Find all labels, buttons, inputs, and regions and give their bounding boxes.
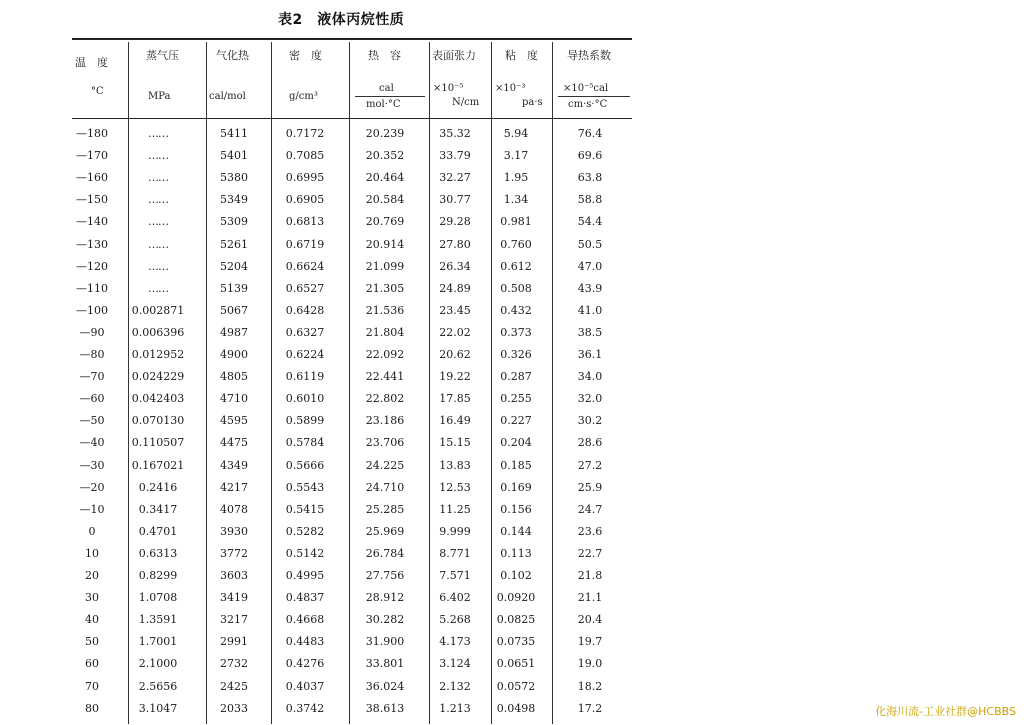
header-temp: 温 度 xyxy=(75,56,108,69)
cell-temp: 70 xyxy=(85,679,99,693)
cell-surface-tension: 4.173 xyxy=(439,635,471,649)
cell-conductivity: 19.7 xyxy=(577,635,603,649)
cell-temp: —30 xyxy=(79,458,105,472)
cell-viscosity: 0.373 xyxy=(500,325,532,339)
cell-conductivity: 18.2 xyxy=(577,679,603,693)
cell-viscosity: 0.326 xyxy=(500,348,532,361)
cell-vapor-pressure: …… xyxy=(148,237,168,251)
cell-vaporization-heat: 3217 xyxy=(220,613,248,627)
cell-temp: —100 xyxy=(76,303,108,317)
cell-density: 0.5142 xyxy=(285,546,325,560)
cell-conductivity: 27.2 xyxy=(577,458,603,472)
cell-density: 0.3742 xyxy=(285,701,325,715)
cell-surface-tension: 11.25 xyxy=(439,502,471,516)
cell-viscosity: 0.432 xyxy=(500,303,532,317)
cell-temp: —50 xyxy=(79,414,105,428)
cell-vaporization-heat: 4078 xyxy=(220,502,248,516)
cell-viscosity: 0.113 xyxy=(500,546,532,560)
cell-vaporization-heat: 4217 xyxy=(220,480,248,494)
unit-conductivity-top: ×10⁻⁵cal xyxy=(563,83,609,94)
cell-density: 0.5415 xyxy=(285,502,325,516)
header-rule xyxy=(72,118,632,119)
unit-vaporization-heat: cal/mol xyxy=(209,91,246,102)
cell-vapor-pressure: 2.5656 xyxy=(138,679,178,693)
cell-heat-capacity: 20.239 xyxy=(365,127,405,140)
cell-vaporization-heat: 5139 xyxy=(220,281,248,295)
cell-vapor-pressure: 0.012952 xyxy=(131,348,185,361)
cell-density: 0.6224 xyxy=(285,348,325,361)
header-thermal-conductivity: 导热系数 xyxy=(567,49,611,62)
cell-surface-tension: 8.771 xyxy=(439,546,471,560)
cell-vaporization-heat: 3603 xyxy=(220,569,248,582)
cell-density: 0.7085 xyxy=(285,149,325,163)
cell-density: 0.6813 xyxy=(285,215,325,229)
cell-vapor-pressure: 0.070130 xyxy=(131,414,185,428)
cell-conductivity: 41.0 xyxy=(577,303,603,317)
cell-vaporization-heat: 5204 xyxy=(220,259,248,273)
cell-viscosity: 1.95 xyxy=(503,171,529,185)
cell-heat-capacity: 28.912 xyxy=(365,591,405,605)
cell-density: 0.6119 xyxy=(285,370,325,384)
top-rule xyxy=(72,38,632,40)
cell-conductivity: 19.0 xyxy=(577,657,603,671)
cell-temp: —40 xyxy=(79,436,105,450)
cell-conductivity: 21.1 xyxy=(577,591,603,605)
unit-conductivity-bar xyxy=(558,96,630,97)
cell-surface-tension: 9.999 xyxy=(439,524,471,538)
cell-vapor-pressure: 0.042403 xyxy=(131,392,185,406)
cell-conductivity: 43.9 xyxy=(577,281,603,295)
cell-viscosity: 0.0498 xyxy=(496,701,536,715)
cell-temp: —20 xyxy=(79,480,105,494)
cell-conductivity: 54.4 xyxy=(577,215,603,229)
cell-viscosity: 0.204 xyxy=(500,436,532,450)
cell-surface-tension: 20.62 xyxy=(439,348,471,361)
cell-surface-tension: 7.571 xyxy=(439,569,471,582)
cell-viscosity: 5.94 xyxy=(503,127,529,140)
cell-vapor-pressure: 0.110507 xyxy=(131,436,185,450)
cell-density: 0.6428 xyxy=(285,303,325,317)
cell-temp: 30 xyxy=(85,591,99,605)
cell-viscosity: 0.102 xyxy=(500,569,532,582)
header-heat-capacity: 热 容 xyxy=(368,49,401,62)
cell-vaporization-heat: 5261 xyxy=(220,237,248,251)
cell-viscosity: 0.0651 xyxy=(496,657,536,671)
cell-vaporization-heat: 4595 xyxy=(220,414,248,428)
cell-density: 0.4037 xyxy=(285,679,325,693)
cell-density: 0.4276 xyxy=(285,657,325,671)
cell-viscosity: 0.0825 xyxy=(496,613,536,627)
unit-viscosity-top: ×10⁻³ xyxy=(495,83,526,94)
cell-vapor-pressure: 0.167021 xyxy=(131,458,185,472)
cell-surface-tension: 16.49 xyxy=(439,414,471,428)
cell-conductivity: 22.7 xyxy=(577,546,603,560)
cell-temp: 50 xyxy=(85,635,99,649)
cell-density: 0.6010 xyxy=(285,392,325,406)
cell-density: 0.5784 xyxy=(285,436,325,450)
cell-viscosity: 0.0735 xyxy=(496,635,536,649)
cell-temp: —70 xyxy=(79,370,105,384)
cell-heat-capacity: 24.710 xyxy=(365,480,405,494)
cell-vaporization-heat: 2425 xyxy=(220,679,248,693)
cell-surface-tension: 6.402 xyxy=(439,591,471,605)
cell-vapor-pressure: …… xyxy=(148,193,168,207)
watermark: 化海川流-工业社群@HCBBS xyxy=(875,705,1016,718)
cell-density: 0.6327 xyxy=(285,325,325,339)
cell-heat-capacity: 31.900 xyxy=(365,635,405,649)
cell-surface-tension: 2.132 xyxy=(439,679,471,693)
cell-density: 0.4837 xyxy=(285,591,325,605)
cell-vaporization-heat: 4710 xyxy=(220,392,248,406)
cell-heat-capacity: 30.282 xyxy=(365,613,405,627)
cell-temp: —170 xyxy=(76,149,108,163)
cell-density: 0.6905 xyxy=(285,193,325,207)
cell-vaporization-heat: 5067 xyxy=(220,303,248,317)
cell-density: 0.6527 xyxy=(285,281,325,295)
cell-density: 0.6624 xyxy=(285,259,325,273)
cell-temp: —120 xyxy=(76,259,108,273)
cell-heat-capacity: 20.464 xyxy=(365,171,405,185)
cell-heat-capacity: 21.099 xyxy=(365,259,405,273)
cell-surface-tension: 22.02 xyxy=(439,325,471,339)
cell-viscosity: 3.17 xyxy=(503,149,529,163)
cell-viscosity: 0.255 xyxy=(500,392,532,406)
header-vapor-pressure: 蒸气压 xyxy=(146,49,179,62)
cell-vaporization-heat: 4987 xyxy=(220,325,248,339)
cell-viscosity: 0.185 xyxy=(500,458,532,472)
cell-vaporization-heat: 3930 xyxy=(220,524,248,538)
cell-heat-capacity: 20.584 xyxy=(365,193,405,207)
cell-surface-tension: 5.268 xyxy=(439,613,471,627)
cell-conductivity: 21.8 xyxy=(577,569,603,582)
cell-surface-tension: 33.79 xyxy=(439,149,471,163)
unit-heat-capacity-bottom: mol·°C xyxy=(366,99,401,110)
cell-viscosity: 0.0572 xyxy=(496,679,536,693)
cell-temp: 80 xyxy=(85,701,99,715)
cell-vapor-pressure: 0.2416 xyxy=(138,480,178,494)
cell-vaporization-heat: 4349 xyxy=(220,458,248,472)
cell-heat-capacity: 21.804 xyxy=(365,325,405,339)
cell-conductivity: 58.8 xyxy=(577,193,603,207)
cell-density: 0.4995 xyxy=(285,569,325,582)
unit-vapor-pressure: MPa xyxy=(148,91,171,102)
cell-vapor-pressure: …… xyxy=(148,149,168,163)
cell-viscosity: 0.981 xyxy=(500,215,532,229)
cell-conductivity: 38.5 xyxy=(577,325,603,339)
header-density: 密 度 xyxy=(289,49,322,62)
cell-temp: 40 xyxy=(85,613,99,627)
cell-heat-capacity: 36.024 xyxy=(365,679,405,693)
cell-vapor-pressure: …… xyxy=(148,127,168,140)
cell-vaporization-heat: 5411 xyxy=(220,127,248,140)
cell-surface-tension: 13.83 xyxy=(439,458,471,472)
cell-vapor-pressure: 0.002871 xyxy=(131,303,185,317)
cell-heat-capacity: 21.536 xyxy=(365,303,405,317)
cell-conductivity: 20.4 xyxy=(577,613,603,627)
cell-conductivity: 23.6 xyxy=(577,524,603,538)
cell-vaporization-heat: 2732 xyxy=(220,657,248,671)
cell-heat-capacity: 33.801 xyxy=(365,657,405,671)
cell-conductivity: 50.5 xyxy=(577,237,603,251)
cell-surface-tension: 17.85 xyxy=(439,392,471,406)
cell-conductivity: 34.0 xyxy=(577,370,603,384)
cell-vaporization-heat: 5401 xyxy=(220,149,248,163)
cell-viscosity: 0.287 xyxy=(500,370,532,384)
table-title: 表2 液体丙烷性质 xyxy=(278,12,405,28)
cell-heat-capacity: 27.756 xyxy=(365,569,405,582)
cell-vapor-pressure: 3.1047 xyxy=(138,701,178,715)
cell-heat-capacity: 21.305 xyxy=(365,281,405,295)
cell-conductivity: 28.6 xyxy=(577,436,603,450)
cell-conductivity: 63.8 xyxy=(577,171,603,185)
cell-temp: 10 xyxy=(85,546,99,560)
cell-surface-tension: 29.28 xyxy=(439,215,471,229)
cell-surface-tension: 32.27 xyxy=(439,171,471,185)
unit-surface-tension-top: ×10⁻⁵ xyxy=(433,83,464,94)
cell-vapor-pressure: 1.3591 xyxy=(138,613,178,627)
unit-heat-capacity-bar xyxy=(355,96,425,97)
unit-surface-tension-bottom: N/cm xyxy=(452,97,480,108)
cell-viscosity: 0.508 xyxy=(500,281,532,295)
cell-vapor-pressure: 2.1000 xyxy=(138,657,178,671)
cell-conductivity: 36.1 xyxy=(577,348,603,361)
cell-temp: 20 xyxy=(85,569,99,582)
cell-heat-capacity: 23.706 xyxy=(365,436,405,450)
cell-surface-tension: 23.45 xyxy=(439,303,471,317)
cell-heat-capacity: 25.285 xyxy=(365,502,405,516)
cell-temp: 60 xyxy=(85,657,99,671)
cell-conductivity: 47.0 xyxy=(577,259,603,273)
cell-temp: —60 xyxy=(79,392,105,406)
cell-heat-capacity: 22.092 xyxy=(365,348,405,361)
cell-conductivity: 30.2 xyxy=(577,414,603,428)
cell-viscosity: 0.612 xyxy=(500,259,532,273)
cell-viscosity: 0.227 xyxy=(500,414,532,428)
cell-vapor-pressure: 0.8299 xyxy=(138,569,178,582)
cell-vaporization-heat: 3419 xyxy=(220,591,248,605)
unit-density: g/cm³ xyxy=(289,91,318,102)
cell-conductivity: 24.7 xyxy=(577,502,603,516)
cell-density: 0.5282 xyxy=(285,524,325,538)
cell-vaporization-heat: 5309 xyxy=(220,215,248,229)
cell-vapor-pressure: …… xyxy=(148,171,168,185)
cell-vapor-pressure: 0.6313 xyxy=(138,546,178,560)
cell-heat-capacity: 22.441 xyxy=(365,370,405,384)
cell-heat-capacity: 22.802 xyxy=(365,392,405,406)
cell-conductivity: 25.9 xyxy=(577,480,603,494)
cell-vapor-pressure: …… xyxy=(148,281,168,295)
cell-density: 0.4668 xyxy=(285,613,325,627)
cell-heat-capacity: 20.352 xyxy=(365,149,405,163)
unit-viscosity-bottom: pa·s xyxy=(522,97,543,108)
header-viscosity: 粘 度 xyxy=(505,49,538,62)
cell-viscosity: 0.760 xyxy=(500,237,532,251)
cell-heat-capacity: 38.613 xyxy=(365,701,405,715)
cell-vapor-pressure: …… xyxy=(148,215,168,229)
cell-viscosity: 0.156 xyxy=(500,502,532,516)
cell-vaporization-heat: 4805 xyxy=(220,370,248,384)
cell-vapor-pressure: 0.024229 xyxy=(131,370,185,384)
unit-conductivity-bottom: cm·s·°C xyxy=(568,99,608,110)
cell-vapor-pressure: 1.7001 xyxy=(138,635,178,649)
cell-heat-capacity: 25.969 xyxy=(365,524,405,538)
cell-heat-capacity: 20.769 xyxy=(365,215,405,229)
cell-vaporization-heat: 5349 xyxy=(220,193,248,207)
cell-heat-capacity: 24.225 xyxy=(365,458,405,472)
cell-heat-capacity: 23.186 xyxy=(365,414,405,428)
cell-vaporization-heat: 4475 xyxy=(220,436,248,450)
cell-surface-tension: 3.124 xyxy=(439,657,471,671)
cell-surface-tension: 1.213 xyxy=(439,701,471,715)
cell-temp: —150 xyxy=(76,193,108,207)
cell-density: 0.4483 xyxy=(285,635,325,649)
cell-surface-tension: 27.80 xyxy=(439,237,471,251)
header-vaporization-heat: 气化热 xyxy=(216,49,249,62)
cell-conductivity: 17.2 xyxy=(577,701,603,715)
cell-vapor-pressure: 0.4701 xyxy=(138,524,178,538)
cell-vapor-pressure: 0.006396 xyxy=(131,325,185,339)
unit-heat-capacity-top: cal xyxy=(379,83,394,94)
cell-temp: —160 xyxy=(76,171,108,185)
cell-heat-capacity: 20.914 xyxy=(365,237,405,251)
cell-temp: —90 xyxy=(79,325,105,339)
cell-density: 0.6995 xyxy=(285,171,325,185)
cell-conductivity: 76.4 xyxy=(577,127,603,140)
cell-vaporization-heat: 2991 xyxy=(220,635,248,649)
cell-surface-tension: 30.77 xyxy=(439,193,471,207)
cell-conductivity: 32.0 xyxy=(577,392,603,406)
cell-viscosity: 0.0920 xyxy=(496,591,536,605)
cell-vapor-pressure: 0.3417 xyxy=(138,502,178,516)
cell-temp: —140 xyxy=(76,215,108,229)
cell-temp: 0 xyxy=(88,524,96,538)
cell-density: 0.6719 xyxy=(285,237,325,251)
cell-viscosity: 0.144 xyxy=(500,524,532,538)
cell-temp: —180 xyxy=(76,127,108,140)
cell-surface-tension: 24.89 xyxy=(439,281,471,295)
cell-surface-tension: 35.32 xyxy=(439,127,471,140)
cell-surface-tension: 19.22 xyxy=(439,370,471,384)
cell-vaporization-heat: 4900 xyxy=(220,348,248,361)
cell-heat-capacity: 26.784 xyxy=(365,546,405,560)
cell-vapor-pressure: …… xyxy=(148,259,168,273)
cell-vaporization-heat: 3772 xyxy=(220,546,248,560)
cell-surface-tension: 12.53 xyxy=(439,480,471,494)
cell-temp: —110 xyxy=(76,281,108,295)
cell-viscosity: 1.34 xyxy=(503,193,529,207)
cell-temp: —130 xyxy=(76,237,108,251)
header-surface-tension: 表面张力 xyxy=(432,49,476,62)
cell-density: 0.5899 xyxy=(285,414,325,428)
cell-temp: —10 xyxy=(79,502,105,516)
cell-density: 0.5666 xyxy=(285,458,325,472)
cell-density: 0.7172 xyxy=(285,127,325,140)
cell-vaporization-heat: 5380 xyxy=(220,171,248,185)
cell-conductivity: 69.6 xyxy=(577,149,603,163)
cell-viscosity: 0.169 xyxy=(500,480,532,494)
cell-vapor-pressure: 1.0708 xyxy=(138,591,178,605)
unit-temp: °C xyxy=(91,86,104,97)
cell-vaporization-heat: 2033 xyxy=(220,701,248,715)
cell-temp: —80 xyxy=(79,348,105,361)
cell-surface-tension: 26.34 xyxy=(439,259,471,273)
cell-density: 0.5543 xyxy=(285,480,325,494)
cell-surface-tension: 15.15 xyxy=(439,436,471,450)
